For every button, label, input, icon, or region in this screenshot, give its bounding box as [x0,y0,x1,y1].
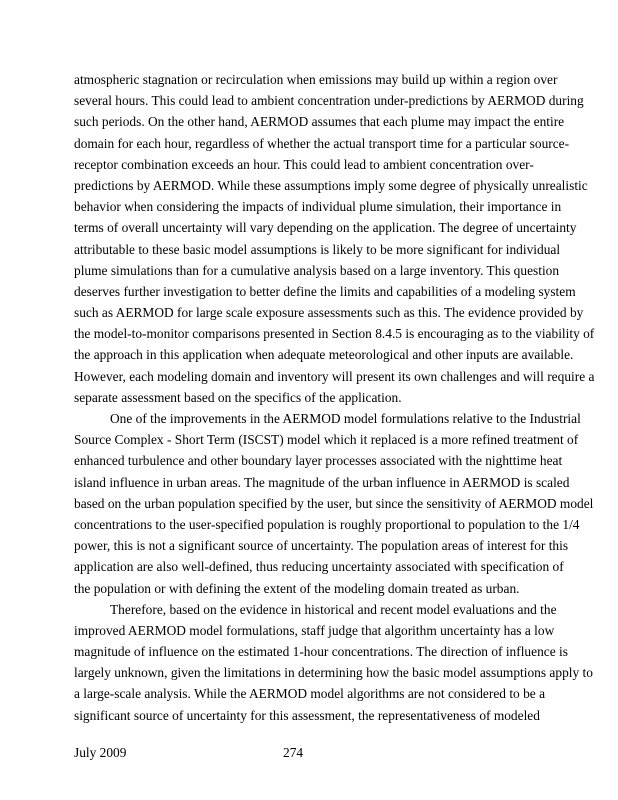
paragraph-start-line: One of the improvements in the AERMOD model formulations relative to the Industrial [110,411,581,426]
text-line: atmospheric stagnation or recirculation when emissions may build up within a region over [74,72,558,87]
text-line: the population or with defining the extent of the modeling domain treated as urban. [74,580,520,596]
body-text [74,69,606,726]
text-line: such periods. On the other hand, AERMOD assumes that each plume may impact the entire [74,114,565,130]
text-line: magnitude of influence on the estimated 1-hour concentrations. The direction of influence is [74,644,568,660]
text-line: However, each modeling domain and inventory will present its own challenges and will require a [74,368,595,384]
text-line: concentrations to the user-specified population is roughly proportional to population to the 1/4 [74,516,580,532]
text-line: improved AERMOD model formulations, staff judge that algorithm uncertainty has a low [74,622,555,638]
text-line: receptor combination exceeds an hour. This could lead to ambient concentration over- [74,156,534,172]
text-line: behavior when considering the impacts of individual plume simulation, their importance in [74,199,562,215]
text-line: the model-to-monitor comparisons presented in Section 8.4.5 is encouraging as to the viability of [74,326,595,342]
text-line: terms of overall uncertainty will vary depending on the application. The degree of uncertainty [74,220,577,236]
text-line: Source Complex - Short Term (ISCST) model which it replaced is a more refined treatment of [74,432,579,448]
text-line: deserves further investigation to better define the limits and capabilities of a modeling system [74,283,576,299]
text-line: significant source of uncertainty for this assessment, the representativeness of modeled [74,707,540,723]
text-line: the approach in this application when adequate meteorological and other inputs are available. [74,347,574,363]
text-line: such as AERMOD for large scale exposure assessments such as this. The evidence provided by [74,305,584,321]
text-line: power, this is not a significant source of uncertainty. The population areas of interest for this [74,538,569,554]
footer-date: July 2009 [74,745,127,760]
text-line: predictions by AERMOD. While these assumptions imply some degree of physically unrealistic [74,177,588,193]
text-line: enhanced turbulence and other boundary layer processes associated with the nighttime heat [74,453,563,469]
text-line: based on the urban population specified by the user, but since the sensitivity of AERMOD model [74,495,594,511]
text-line: separate assessment based on the specifics of the application. [74,389,402,405]
text-line: several hours. This could lead to ambient concentration under-predictions by AERMOD during [74,93,584,109]
text-line: island influence in urban areas. The magnitude of the urban influence in AERMOD is scaled [74,474,570,490]
page-number: 274 [283,745,304,760]
text-line: attributable to these basic model assumptions is likely to be more significant for individual [74,241,561,257]
text-line: plume simulations than for a cumulative analysis based on a large inventory. This question [74,262,560,278]
text-line: largely unknown, given the limitations in determining how the basic model assumptions apply to [74,665,593,681]
text-line: application are also well-defined, thus reducing uncertainty associated with specification of [74,559,564,575]
text-line: a large-scale analysis. While the AERMOD model algorithms are not considered to be a [74,686,546,702]
paragraph-start-line: Therefore, based on the evidence in historical and recent model evaluations and the [110,601,557,617]
text-line: domain for each hour, regardless of whether the actual transport time for a particular source- [74,135,570,151]
